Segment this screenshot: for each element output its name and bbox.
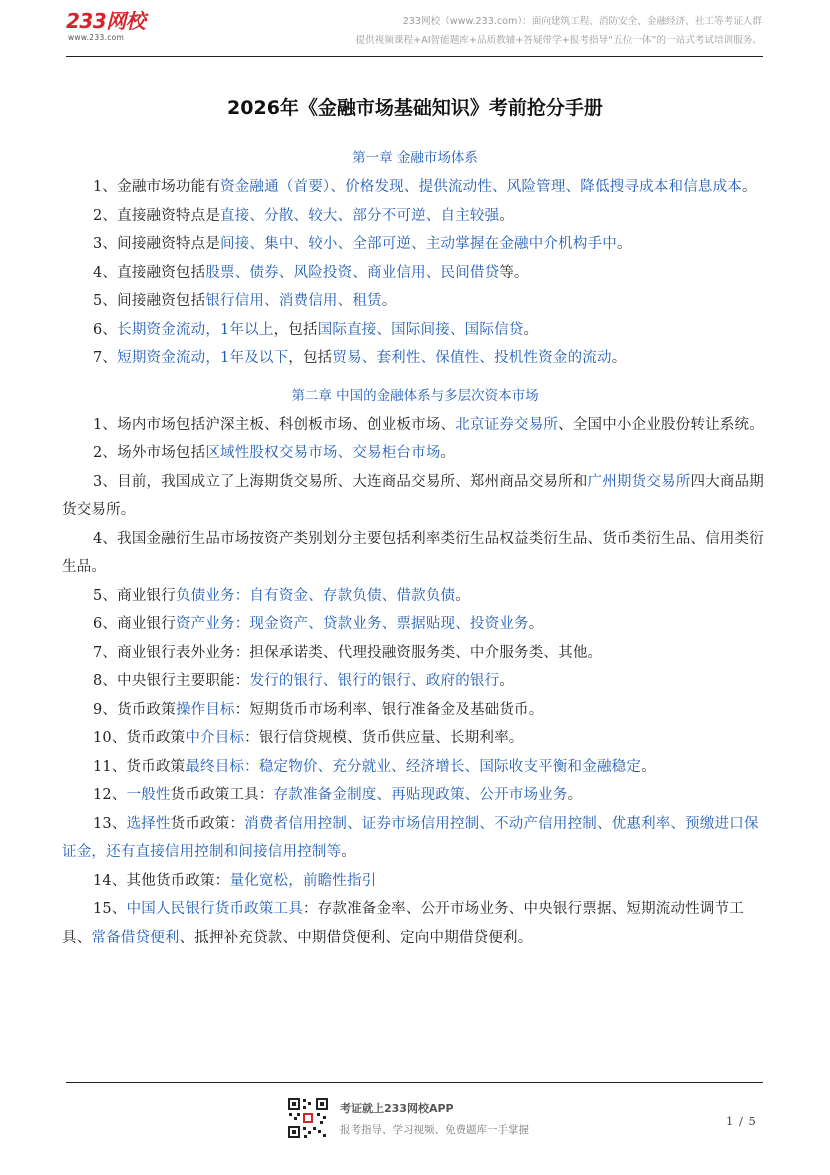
list-item bbox=[62, 696, 768, 725]
list-item bbox=[62, 639, 768, 668]
brand-logo[interactable] bbox=[66, 10, 162, 44]
item-text: 7、 bbox=[93, 350, 118, 366]
header-description bbox=[262, 12, 762, 50]
chapter-2-list bbox=[62, 411, 768, 953]
list-item bbox=[62, 610, 768, 639]
list-item bbox=[62, 468, 768, 525]
item-text: 12、 bbox=[93, 787, 127, 803]
highlighted-text: 银行信用、消费信用、租赁 bbox=[205, 293, 382, 309]
logo-url: www.233.com bbox=[68, 33, 125, 42]
item-text: 11、货币政策 bbox=[93, 758, 186, 775]
list-item bbox=[62, 781, 768, 810]
footer-divider bbox=[66, 1082, 763, 1083]
item-text: 。 bbox=[341, 844, 357, 860]
page-number: 1 / 5 bbox=[726, 1114, 757, 1128]
list-item bbox=[62, 810, 768, 867]
item-text: 。 bbox=[499, 207, 515, 224]
item-text: ，包括 bbox=[273, 321, 318, 338]
document-body bbox=[62, 143, 768, 952]
item-text: ：存款准备金率、公开市场业务、中央银行票据、短期流动性调节工具、 bbox=[62, 901, 744, 946]
list-item bbox=[62, 895, 768, 952]
highlighted-text: 消费者信用控制、证券市场信用控制、不动产信用控制、优惠利率、预缴进口保证金，还有直接信用控制和间接信用控制等 bbox=[62, 815, 759, 860]
list-item bbox=[62, 316, 768, 345]
item-text: 、抵押补充贷款、中期借贷便利、定向中期借贷便利。 bbox=[179, 929, 533, 946]
item-text: 货币政策工具： bbox=[170, 787, 274, 803]
list-item bbox=[62, 582, 768, 611]
logo-text: 233网校 bbox=[66, 9, 146, 33]
app-promo-title: 考证就上233网校APP bbox=[340, 1102, 454, 1115]
highlighted-text: 负债业务：自有资金、存款负债、借款负债 bbox=[175, 587, 456, 604]
highlighted-text: 长期资金流动，1年以上 bbox=[117, 321, 274, 338]
item-text: 3、目前，我国成立了上海期货交易所、大连商品交易所、郑州商品交易所和 bbox=[93, 473, 588, 490]
item-text: 。 bbox=[616, 236, 632, 252]
item-text: 。 bbox=[567, 787, 583, 803]
item-text: 。 bbox=[381, 293, 397, 309]
list-item bbox=[62, 724, 768, 753]
item-text: 。 bbox=[611, 350, 627, 366]
item-text: 四大商品期货交易所。 bbox=[62, 473, 764, 518]
app-promo-subtitle: 报考指导、学习视频、免费题库一手掌握 bbox=[340, 1124, 529, 1136]
page-header bbox=[0, 0, 830, 58]
item-text: 3、间接融资特点是 bbox=[93, 236, 221, 252]
highlighted-text: 量化宽松，前瞻性指引 bbox=[229, 872, 377, 889]
highlighted-text: 贸易、套利性、保值性、投机性资金的流动 bbox=[332, 350, 612, 366]
item-text: 6、 bbox=[93, 321, 118, 338]
highlighted-text: 资金融通（首要）、价格发现、提供流动性、风险管理、降低搜寻成本和信息成本 bbox=[220, 179, 742, 195]
item-text: 。 bbox=[455, 587, 470, 604]
header-line-1: 233网校（www.233.com）：面向建筑工程、消防安全、金融经济、社工等考证人群 bbox=[402, 16, 762, 27]
highlighted-text: 最终目标：稳定物价、充分就业、经济增长、国际收支平衡和金融稳定 bbox=[185, 758, 642, 775]
qr-code-icon bbox=[287, 1097, 329, 1139]
chapter-2-heading: 第二章 中国的金融体系与多层次资本市场 bbox=[291, 387, 539, 404]
item-text: 2、场外市场包括 bbox=[93, 445, 206, 461]
chapter-1-heading: 第一章 金融市场体系 bbox=[352, 150, 478, 166]
list-item bbox=[62, 173, 768, 202]
item-text: 4、直接融资包括 bbox=[93, 264, 206, 281]
list-item bbox=[62, 753, 768, 782]
highlighted-text: 资产业务：现金资产、贷款业务、票据贴现、投资业务 bbox=[175, 616, 529, 632]
highlighted-text: 中介目标 bbox=[185, 730, 245, 746]
item-text: 7、商业银行表外业务：担保承诺类、代理投融资服务类、中介服务类、其他。 bbox=[93, 644, 603, 661]
item-text: 1、场内市场包括沪深主板、科创板市场、创业板市场、 bbox=[93, 416, 456, 433]
header-divider bbox=[66, 56, 763, 57]
list-item bbox=[62, 525, 768, 582]
highlighted-text: 一般性 bbox=[126, 787, 171, 803]
item-text: 10、货币政策 bbox=[93, 730, 186, 746]
item-text: 6、商业银行 bbox=[93, 616, 176, 632]
item-text: 。 bbox=[741, 179, 757, 195]
list-item bbox=[62, 867, 768, 896]
highlighted-text: 国际直接、国际间接、国际信贷 bbox=[317, 321, 524, 338]
item-text: 货币政策： bbox=[170, 815, 245, 832]
item-text: ，包括 bbox=[288, 350, 333, 366]
item-text: 5、间接融资包括 bbox=[93, 293, 206, 309]
item-text: 1、金融市场功能有 bbox=[93, 179, 221, 195]
list-item bbox=[62, 411, 768, 440]
highlighted-text: 发行的银行、银行的银行、政府的银行 bbox=[249, 673, 500, 689]
highlighted-text: 短期资金流动，1年及以下 bbox=[117, 350, 289, 366]
highlighted-text: 区域性股权交易市场、交易柜台市场 bbox=[205, 445, 441, 461]
highlighted-text: 直接、分散、较大、部分不可逆、自主较强 bbox=[220, 207, 500, 224]
item-text: 14、其他货币政策： bbox=[93, 872, 230, 889]
list-item bbox=[62, 439, 768, 468]
highlighted-text: 操作目标 bbox=[175, 701, 235, 718]
highlighted-text: 选择性 bbox=[126, 815, 171, 832]
item-text: ：短期货币市场利率、银行准备金及基础货币。 bbox=[234, 701, 544, 718]
list-item bbox=[62, 230, 768, 259]
item-text: 8、中央银行主要职能： bbox=[93, 673, 250, 689]
highlighted-text: 广州期货交易所 bbox=[587, 473, 691, 490]
list-item bbox=[62, 287, 768, 316]
item-text: 13、 bbox=[93, 815, 127, 832]
item-text: 4、我国金融衍生品市场按资产类别划分主要包括利率类衍生品权益类衍生品、货币类衍生品、信用类衍生品。 bbox=[62, 530, 764, 575]
item-text: 。 bbox=[499, 673, 515, 689]
header-line-2: 提供视频课程+AI智能题库+品质教辅+答疑带学+报考指导“五位一体”的一站式考试培训服务。 bbox=[355, 35, 762, 46]
item-text: 等。 bbox=[499, 264, 529, 281]
highlighted-text: 常备借贷便利 bbox=[91, 929, 180, 946]
document-title: 2026年《金融市场基础知识》考前抢分手册 bbox=[227, 97, 603, 119]
highlighted-text: 中国人民银行货币政策工具 bbox=[126, 901, 303, 917]
chapter-1-list bbox=[62, 173, 768, 373]
item-text: 、全国中小企业股份转让系统。 bbox=[558, 416, 764, 433]
item-text: 5、商业银行 bbox=[93, 587, 176, 604]
item-text: 。 bbox=[440, 445, 456, 461]
item-text: 9、货币政策 bbox=[93, 701, 176, 718]
list-item bbox=[62, 667, 768, 696]
highlighted-text: 北京证券交易所 bbox=[455, 416, 559, 433]
item-text: 。 bbox=[528, 616, 544, 632]
list-item bbox=[62, 344, 768, 373]
item-text: 。 bbox=[523, 321, 539, 338]
item-text: 。 bbox=[641, 758, 656, 775]
highlighted-text: 存款准备金制度、再贴现政策、公开市场业务 bbox=[273, 787, 568, 803]
highlighted-text: 间接、集中、较小、全部可逆、主动掌握在金融中介机构手中 bbox=[220, 236, 617, 252]
item-text: 2、直接融资特点是 bbox=[93, 207, 221, 224]
item-text: ：银行信贷规模、货币供应量、长期利率。 bbox=[244, 730, 524, 746]
item-text: 15、 bbox=[93, 901, 127, 917]
highlighted-text: 股票、债券、风险投资、商业信用、民间借贷 bbox=[205, 264, 500, 281]
list-item bbox=[62, 259, 768, 288]
list-item bbox=[62, 202, 768, 231]
